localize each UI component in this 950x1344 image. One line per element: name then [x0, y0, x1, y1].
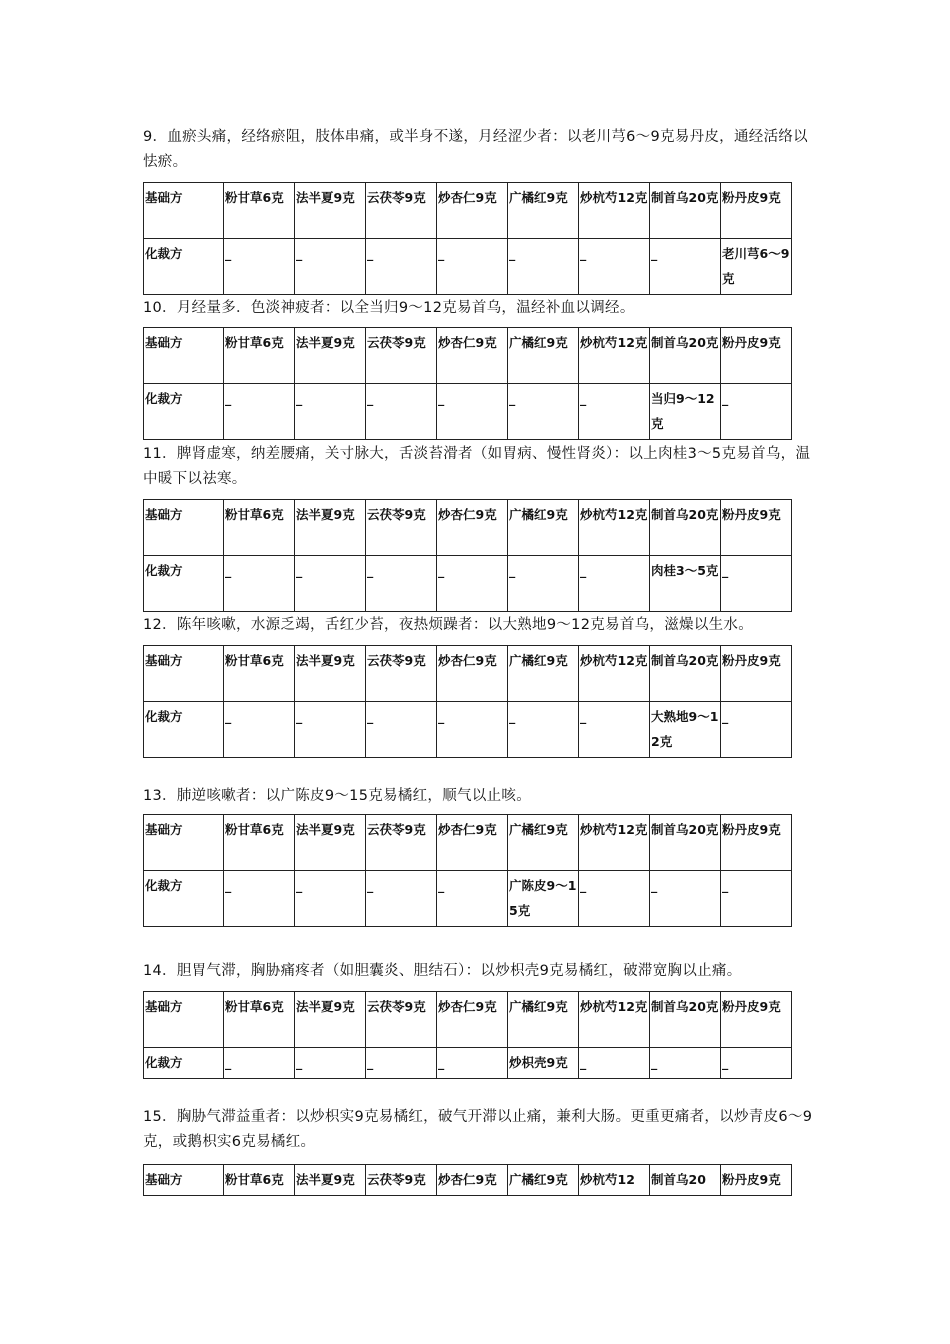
table-cell: 粉丹皮9克 — [721, 183, 792, 239]
table-cell: 云茯苓9克 — [366, 646, 437, 702]
table-cell: _ — [366, 239, 437, 295]
table-cell: _ — [437, 556, 508, 612]
table-cell: 广橘红9克 — [508, 500, 579, 556]
table-cell: _ — [295, 702, 366, 758]
table-cell: _ — [508, 384, 579, 440]
table-cell: 炒杭芍12克 — [579, 815, 650, 871]
table-cell: 法半夏9克 — [295, 500, 366, 556]
table-cell: 粉丹皮9克 — [721, 646, 792, 702]
table-cell: 粉丹皮9克 — [721, 992, 792, 1048]
table-cell: 云茯苓9克 — [366, 1165, 437, 1196]
row-label-base: 基础方 — [144, 646, 224, 702]
table-cell: _ — [366, 1048, 437, 1079]
table-cell: _ — [295, 556, 366, 612]
table-cell: 云茯苓9克 — [366, 183, 437, 239]
table-cell: 广橘红9克 — [508, 183, 579, 239]
table-cell: 云茯苓9克 — [366, 500, 437, 556]
table-row-mod — [144, 702, 792, 758]
table-cell: 粉甘草6克 — [224, 815, 295, 871]
table-cell: _ — [224, 702, 295, 758]
table-cell: _ — [366, 871, 437, 927]
table-cell: 制首乌20克 — [650, 992, 721, 1048]
table-cell: _ — [366, 384, 437, 440]
table-cell: _ — [295, 1048, 366, 1079]
section-text: 12．陈年咳嗽，水源乏竭，舌红少苔，夜热烦躁者：以大熟地9～12克易首乌，滋燥以生水。 — [143, 617, 754, 633]
table-cell: 粉甘草6克 — [224, 500, 295, 556]
row-label-base: 基础方 — [144, 183, 224, 239]
table-cell: 粉甘草6克 — [224, 183, 295, 239]
table-cell: _ — [224, 871, 295, 927]
table-cell: 肉桂3～5克 — [650, 556, 721, 612]
section-9 — [143, 125, 813, 295]
row-label-mod: 化裁方 — [144, 556, 224, 612]
table-row-base — [144, 815, 792, 871]
table-cell: _ — [579, 384, 650, 440]
table-cell: 广陈皮9～15克 — [508, 871, 579, 927]
table-cell: _ — [437, 702, 508, 758]
row-label-mod: 化裁方 — [144, 239, 224, 295]
table-cell: _ — [721, 871, 792, 927]
table-row-base — [144, 328, 792, 384]
table-cell: 炒杏仁9克 — [437, 815, 508, 871]
table-row-base — [144, 992, 792, 1048]
section-15 — [143, 1105, 813, 1196]
table-cell: _ — [437, 384, 508, 440]
table-cell: 广橘红9克 — [508, 1165, 579, 1196]
table-cell: 广橘红9克 — [508, 646, 579, 702]
table-cell: _ — [721, 1048, 792, 1079]
table-row-mod — [144, 239, 792, 295]
table-cell: _ — [366, 702, 437, 758]
formula-table — [143, 645, 792, 758]
table-cell: _ — [650, 1048, 721, 1079]
table-row-base — [144, 646, 792, 702]
table-cell: 云茯苓9克 — [366, 992, 437, 1048]
table-cell: 老川芎6～9克 — [721, 239, 792, 295]
row-label-mod: 化裁方 — [144, 1048, 224, 1079]
table-cell: 制首乌20克 — [650, 328, 721, 384]
table-cell: 法半夏9克 — [295, 183, 366, 239]
table-row-mod — [144, 871, 792, 927]
section-text: 10．月经量多．色淡神疲者：以全当归9～12克易首乌，温经补血以调经。 — [143, 300, 635, 316]
table-cell: 炒杭芍12克 — [579, 646, 650, 702]
table-row-mod — [144, 384, 792, 440]
table-cell: _ — [224, 556, 295, 612]
row-label-base: 基础方 — [144, 1165, 224, 1196]
table-cell: 粉甘草6克 — [224, 992, 295, 1048]
table-cell: 制首乌20克 — [650, 500, 721, 556]
table-cell: 制首乌20 — [650, 1165, 721, 1196]
table-cell: 粉丹皮9克 — [721, 500, 792, 556]
table-cell: _ — [579, 1048, 650, 1079]
table-cell: _ — [579, 702, 650, 758]
table-cell: 云茯苓9克 — [366, 328, 437, 384]
table-cell: 炒枳壳9克 — [508, 1048, 579, 1079]
table-row-base — [144, 500, 792, 556]
table-cell: 炒杏仁9克 — [437, 992, 508, 1048]
table-cell: 粉丹皮9克 — [721, 1165, 792, 1196]
table-cell: _ — [579, 239, 650, 295]
table-cell: 炒杏仁9克 — [437, 646, 508, 702]
row-label-mod: 化裁方 — [144, 702, 224, 758]
table-cell: _ — [721, 556, 792, 612]
section-11 — [143, 442, 813, 612]
section-14 — [143, 959, 813, 1079]
table-cell: _ — [437, 239, 508, 295]
table-cell: _ — [508, 556, 579, 612]
table-cell: _ — [579, 871, 650, 927]
table-cell: 炒杭芍12克 — [579, 992, 650, 1048]
section-text: 9．血瘀头痛，经络瘀阻，肢体串痛，或半身不遂，月经涩少者：以老川芎6～9克易丹皮，通经活络以怯瘀。 — [143, 129, 808, 170]
row-label-mod: 化裁方 — [144, 871, 224, 927]
table-cell: 炒杭芍12 — [579, 1165, 650, 1196]
table-cell: _ — [295, 239, 366, 295]
row-label-base: 基础方 — [144, 328, 224, 384]
table-cell: 炒杏仁9克 — [437, 1165, 508, 1196]
table-cell: 制首乌20克 — [650, 815, 721, 871]
table-cell: 制首乌20克 — [650, 646, 721, 702]
table-cell: _ — [437, 1048, 508, 1079]
table-cell: 粉甘草6克 — [224, 646, 295, 702]
table-cell: 法半夏9克 — [295, 646, 366, 702]
table-row-base — [144, 183, 792, 239]
table-cell: 制首乌20克 — [650, 183, 721, 239]
formula-table — [143, 814, 792, 927]
table-cell: _ — [721, 384, 792, 440]
table-cell: 广橘红9克 — [508, 328, 579, 384]
table-cell: 广橘红9克 — [508, 992, 579, 1048]
formula-table — [143, 327, 792, 440]
table-cell: 炒杏仁9克 — [437, 328, 508, 384]
section-10 — [143, 296, 813, 440]
table-cell: 粉丹皮9克 — [721, 815, 792, 871]
section-text: 11．脾肾虚寒，纳差腰痛，关寸脉大，舌淡苔滑者（如胃病、慢性肾炎）：以上肉桂3～5克易首乌，温中暖下以祛寒。 — [143, 446, 811, 487]
table-row-base — [144, 1165, 792, 1196]
table-cell: _ — [508, 702, 579, 758]
table-cell: 法半夏9克 — [295, 328, 366, 384]
table-cell: 法半夏9克 — [295, 1165, 366, 1196]
row-label-base: 基础方 — [144, 992, 224, 1048]
table-row-mod — [144, 1048, 792, 1079]
row-label-mod: 化裁方 — [144, 384, 224, 440]
table-cell: 云茯苓9克 — [366, 815, 437, 871]
row-label-base: 基础方 — [144, 500, 224, 556]
table-cell: 炒杭芍12克 — [579, 183, 650, 239]
table-cell: 炒杏仁9克 — [437, 183, 508, 239]
formula-table — [143, 1164, 792, 1196]
row-label-base: 基础方 — [144, 815, 224, 871]
section-12 — [143, 613, 813, 758]
table-row-mod — [144, 556, 792, 612]
table-cell: _ — [366, 556, 437, 612]
table-cell: _ — [650, 871, 721, 927]
formula-table — [143, 991, 792, 1079]
table-cell: _ — [508, 239, 579, 295]
table-cell: _ — [721, 702, 792, 758]
table-cell: _ — [579, 556, 650, 612]
formula-table — [143, 182, 792, 295]
section-text: 14．胆胃气滞，胸胁痛疼者（如胆囊炎、胆结石）：以炒枳壳9克易橘红，破滞宽胸以止痛。 — [143, 963, 742, 979]
table-cell: _ — [224, 1048, 295, 1079]
table-cell: 法半夏9克 — [295, 992, 366, 1048]
table-cell: 广橘红9克 — [508, 815, 579, 871]
table-cell: 粉甘草6克 — [224, 1165, 295, 1196]
table-cell: _ — [224, 239, 295, 295]
table-cell: _ — [295, 384, 366, 440]
table-cell: 炒杏仁9克 — [437, 500, 508, 556]
section-13 — [143, 784, 813, 927]
table-cell: _ — [224, 384, 295, 440]
table-cell: _ — [437, 871, 508, 927]
table-cell: 炒杭芍12克 — [579, 328, 650, 384]
table-cell: 大熟地9～12克 — [650, 702, 721, 758]
section-text: 15．胸胁气滞益重者：以炒枳实9克易橘红，破气开滞以止痛，兼利大肠。更重更痛者，以炒青皮6～9克，或鹅枳实6克易橘红。 — [143, 1109, 813, 1150]
table-cell: 法半夏9克 — [295, 815, 366, 871]
table-cell: 当归9～12克 — [650, 384, 721, 440]
table-cell: 粉甘草6克 — [224, 328, 295, 384]
section-text: 13．肺逆咳嗽者：以广陈皮9～15克易橘红，顺气以止咳。 — [143, 788, 532, 804]
table-cell: _ — [295, 871, 366, 927]
table-cell: 炒杭芍12克 — [579, 500, 650, 556]
table-cell: _ — [650, 239, 721, 295]
table-cell: 粉丹皮9克 — [721, 328, 792, 384]
formula-table — [143, 499, 792, 612]
